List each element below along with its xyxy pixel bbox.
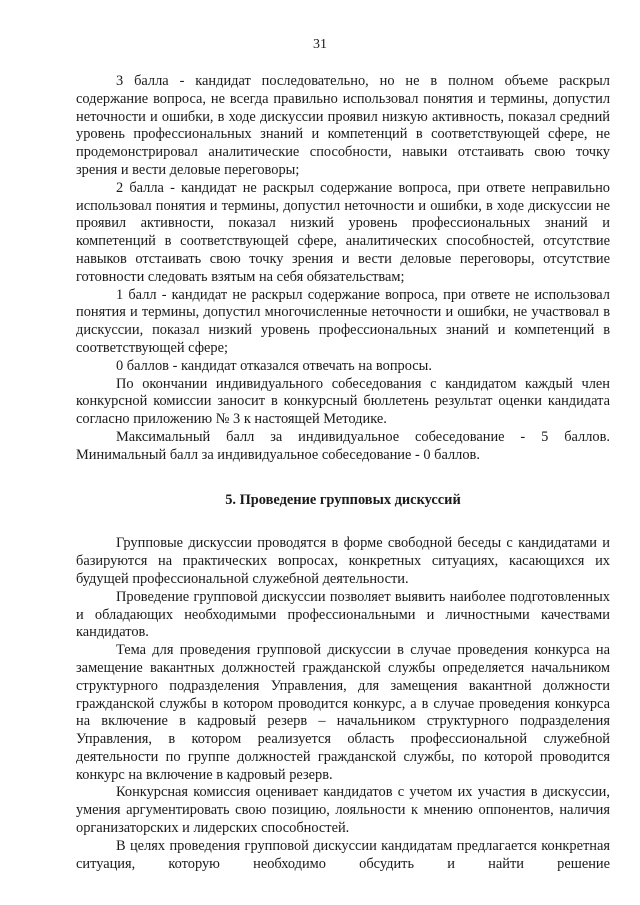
- criterion-0-points: 0 баллов - кандидат отказался отвечать на вопросы.: [116, 357, 432, 374]
- situation-paragraph: В целях проведения групповой дискуссии кандидатам предлагается конкретная ситуация, которую необходимо обсудить и найти решение: [76, 837, 610, 872]
- ballot-paragraph: По окончании индивидуального собеседования с кандидатом каждый член конкурсной комиссии заносит в конкурсный бюллетень результат оценки кандидата согласно приложению № 3 к настоящей Методике.: [76, 375, 610, 428]
- criterion-3-points: 3 балла - кандидат последовательно, но не в полном объеме раскрыл содержание вопроса, не всегда правильно использовал понятия и термины, допустил неточности и ошибки, в ходе дискуссии проявил низкую активность, показал средний уровень профессиональных знаний и компетенций в соответствующей сфере, не продемонстрировал аналитические способности, навыки отстаивать свою точку зрения и вести деловые переговоры;: [76, 73, 610, 178]
- spacer: [76, 509, 610, 535]
- page-number: 31: [313, 37, 327, 52]
- spacer: [76, 465, 610, 492]
- document-body: [76, 73, 610, 873]
- score-range-paragraph: Максимальный балл за индивидуальное собеседование - 5 баллов. Минимальный балл за индивидуальное собеседование - 0 баллов.: [76, 428, 610, 463]
- criterion-2-points: 2 балла - кандидат не раскрыл содержание вопроса, при ответе неправильно использовал понятия и термины, допустил неточности и ошибки, в ходе дискуссии не проявил активности, показал низкий уровень профессиональных знаний и компетенций в соответствующей сфере, аналитических способностей, отсутствие навыков отстаивать свою точку зрения и вести деловые переговоры, отсутствие готовности следовать взятым на себя обязательствам;: [76, 179, 610, 285]
- discussion-purpose-paragraph: Проведение групповой дискуссии позволяет выявить наиболее подготовленных и обладающих необходимыми профессиональными и личностными качествами кандидатов.: [76, 588, 610, 641]
- discussion-topic-paragraph: Тема для проведения групповой дискуссии в случае проведения конкурса на замещение вакантных должностей гражданской службы определяется начальником структурного подразделения Управления, для замещения вакантной должности гражданской службы в котором проводится конкурс, а в случае проведения конкурса на включение в кадровый резерв – начальником структурного подразделения Управления, в котором реализуется область профессиональной служебной деятельности по группе должностей гражданской службы, по которой проводится конкурс на включение в кадровый резерв.: [76, 642, 610, 783]
- criterion-1-point: 1 балл - кандидат не раскрыл содержание вопроса, при ответе не использовал понятия и термины, допустил многочисленные неточности и ошибки, не участвовал в дискуссии, показал низкий уровень профессиональных знаний и компетенций в соответствующей сфере;: [76, 286, 610, 356]
- evaluation-paragraph: Конкурсная комиссия оценивает кандидатов с учетом их участия в дискуссии, умения аргументировать свою позицию, лояльности к мнению оппонентов, наличия организаторских и лидерских способностей.: [76, 784, 610, 837]
- discussion-format-paragraph: Групповые дискуссии проводятся в форме свободной беседы с кандидатами и базируются на практических вопросах, конкретных ситуациях, касающихся их будущей профессиональной служебной деятельности.: [76, 535, 610, 587]
- section-heading: 5. Проведение групповых дискуссий: [225, 491, 461, 508]
